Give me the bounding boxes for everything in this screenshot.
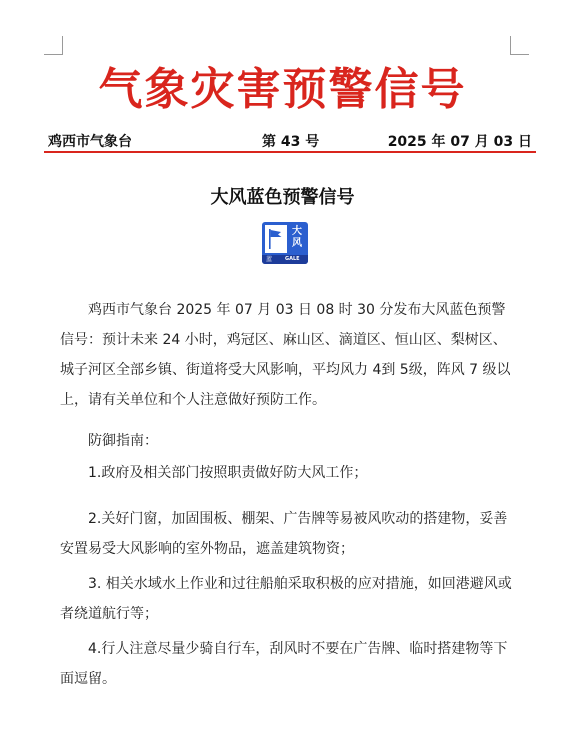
warning-icon-bar: 蓝 GALE xyxy=(262,255,308,264)
issue-date: 2025 年 07 月 03 日 xyxy=(387,134,532,150)
issuing-organization: 鸡西市气象台 xyxy=(48,134,132,150)
page-corner-mark-top-left xyxy=(44,36,63,55)
guide-item: 2.关好门窗，加固围板、棚架、广告牌等易被风吹动的搭建物，妥善安置易受大风影响的室外物品，遮盖建筑物资； xyxy=(60,511,508,557)
document-meta-row xyxy=(48,131,532,151)
gale-blue-warning-icon xyxy=(262,222,308,264)
document-banner-title: 气象灾害预警信号 xyxy=(98,64,467,115)
defense-guide-heading: 防御指南： xyxy=(88,433,158,449)
guide-item: 4.行人注意尽量少骑自行车，刮风时不要在广告牌、临时搭建物等下面逗留。 xyxy=(60,641,508,687)
wind-flag-icon xyxy=(265,225,287,253)
guide-item: 1.政府及相关部门按照职责做好防大风工作； xyxy=(88,465,368,481)
issue-number: 第 43 号 xyxy=(262,134,320,150)
warning-paragraph: 鸡西市气象台 2025 年 07 月 03 日 08 时 30 分发布大风蓝色预警信号：预计未来 24 小时，鸡冠区、麻山区、滴道区、恒山区、梨树区、城子河区全部乡镇、街道将受大风影响，平均风力 4到 5级，阵风 7 级以上，请有关单位和个人注意做好预防工作。 xyxy=(60,302,511,408)
page-corner-mark-top-right xyxy=(510,36,529,55)
header-divider xyxy=(44,151,536,153)
document-title: 大风蓝色预警信号 xyxy=(210,187,355,208)
warning-icon-label: 大 风 xyxy=(292,226,302,249)
guide-item: 3. 相关水域水上作业和过往船舶采取积极的应对措施，如回港避风或者绕道航行等； xyxy=(60,576,512,622)
